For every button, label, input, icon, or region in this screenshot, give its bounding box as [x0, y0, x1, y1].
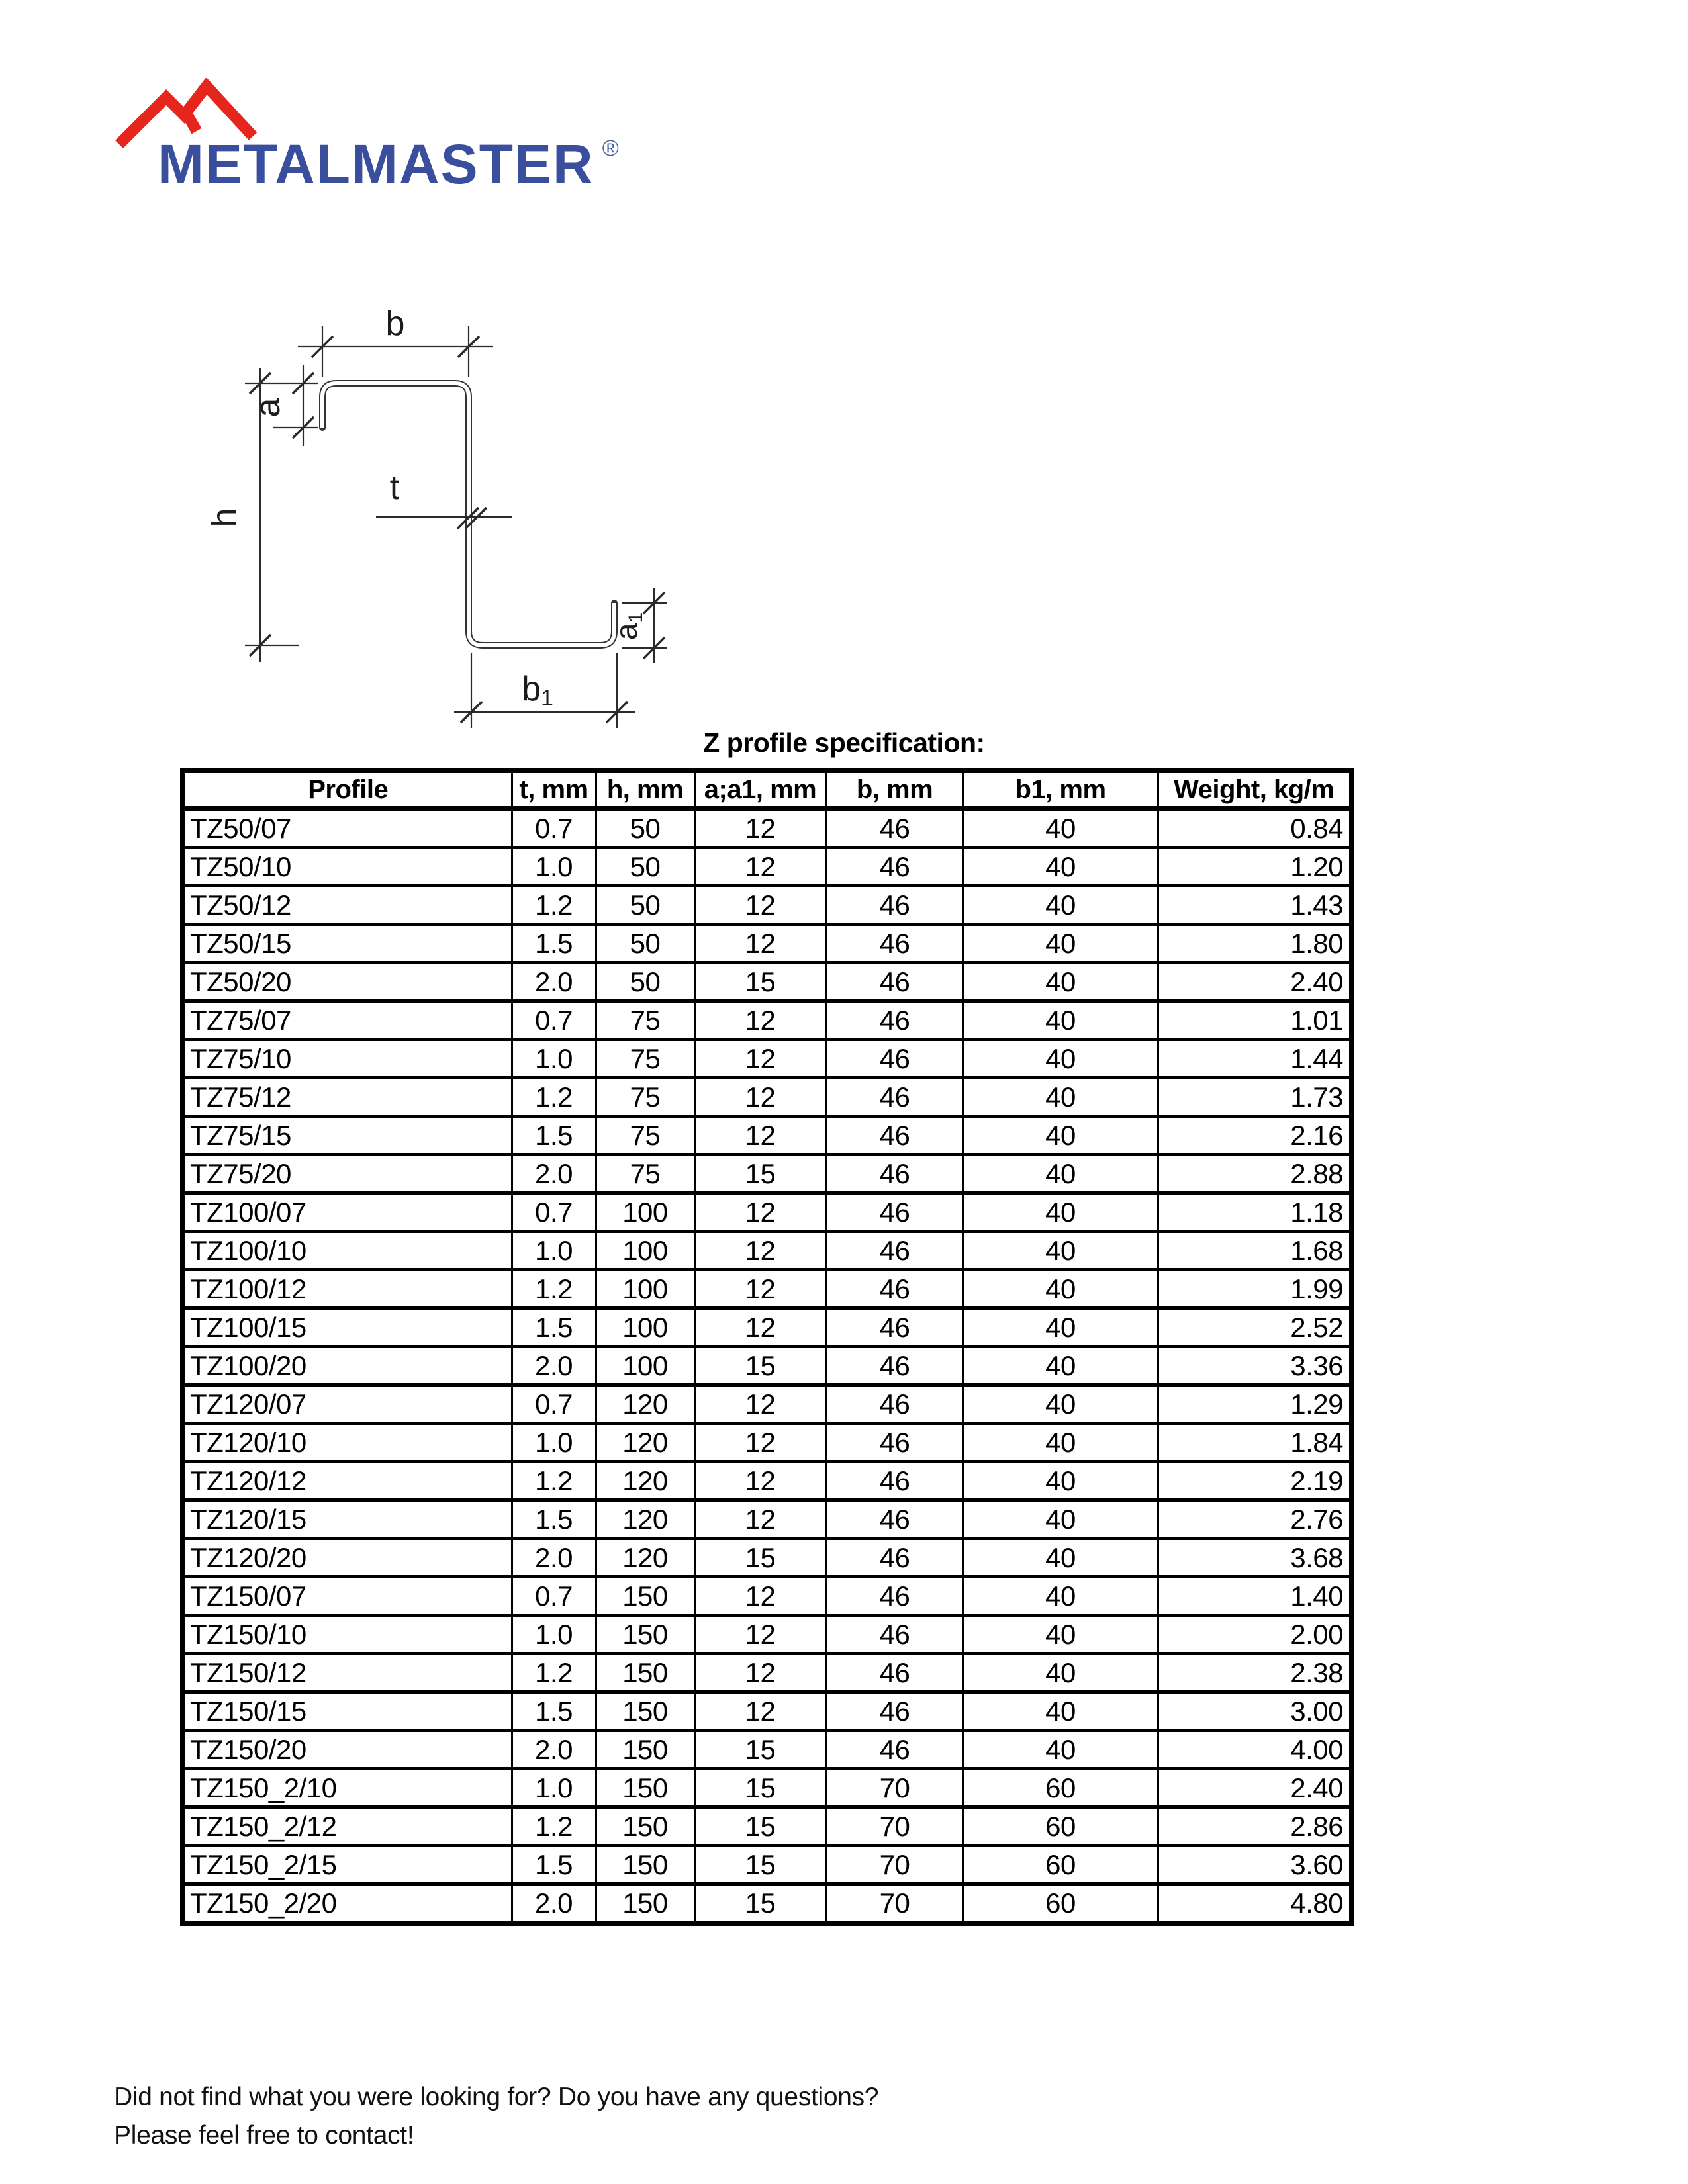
table-cell: 1.73: [1158, 1078, 1352, 1116]
table-cell: 1.43: [1158, 886, 1352, 925]
table-cell: 3.36: [1158, 1347, 1352, 1385]
table-cell: 70: [826, 1884, 963, 1924]
brand-text: METALMASTER: [158, 133, 594, 195]
table-cell: 40: [963, 1385, 1158, 1424]
footer-line-1: Did not find what you were looking for? Do you have any questions?: [114, 2083, 879, 2111]
table-cell: 40: [963, 1347, 1158, 1385]
table-row: [183, 1769, 1352, 1807]
table-cell: 12: [694, 1692, 826, 1731]
table-row: [183, 1539, 1352, 1577]
table-row: [183, 1040, 1352, 1078]
table-row: [183, 1577, 1352, 1615]
table-cell: 100: [596, 1232, 694, 1270]
table-cell: 3.68: [1158, 1539, 1352, 1577]
table-cell: 1.20: [1158, 848, 1352, 886]
table-cell: 60: [963, 1884, 1158, 1924]
table-cell: TZ150/15: [183, 1692, 512, 1731]
table-cell: 46: [826, 848, 963, 886]
table-cell: 46: [826, 1078, 963, 1116]
table-cell: 1.2: [512, 1654, 596, 1692]
table-cell: 46: [826, 1539, 963, 1577]
table-cell: 46: [826, 1692, 963, 1731]
table-cell: 46: [826, 1500, 963, 1539]
table-cell: 150: [596, 1577, 694, 1615]
column-header: b, mm: [826, 770, 963, 809]
table-cell: 12: [694, 1500, 826, 1539]
table-cell: 70: [826, 1769, 963, 1807]
table-cell: 2.0: [512, 1539, 596, 1577]
column-header: a;a1, mm: [694, 770, 826, 809]
table-cell: TZ75/10: [183, 1040, 512, 1078]
table-row: [183, 1731, 1352, 1769]
table-cell: 1.84: [1158, 1424, 1352, 1462]
table-cell: 70: [826, 1807, 963, 1846]
table-cell: 40: [963, 1424, 1158, 1462]
table-cell: 12: [694, 1308, 826, 1347]
table-cell: 150: [596, 1692, 694, 1731]
table-cell: 46: [826, 1308, 963, 1347]
footer: [114, 2078, 878, 2155]
footer-line-2: Please feel free to contact!: [114, 2121, 414, 2150]
table-cell: 50: [596, 848, 694, 886]
table-cell: 2.0: [512, 963, 596, 1001]
table-row: [183, 1846, 1352, 1884]
table-cell: 100: [596, 1308, 694, 1347]
table-cell: 40: [963, 1232, 1158, 1270]
table-cell: TZ150_2/12: [183, 1807, 512, 1846]
table-cell: TZ75/20: [183, 1155, 512, 1193]
table-cell: TZ75/15: [183, 1116, 512, 1155]
table-cell: TZ100/15: [183, 1308, 512, 1347]
table-cell: 46: [826, 1001, 963, 1040]
table-cell: 1.18: [1158, 1193, 1352, 1232]
column-header: h, mm: [596, 770, 694, 809]
table-cell: 40: [963, 1462, 1158, 1500]
table-cell: 12: [694, 1615, 826, 1654]
table-cell: 40: [963, 1270, 1158, 1308]
table-cell: 15: [694, 1347, 826, 1385]
table-cell: 40: [963, 1116, 1158, 1155]
table-cell: 40: [963, 1308, 1158, 1347]
table-cell: TZ50/20: [183, 963, 512, 1001]
table-cell: 4.00: [1158, 1731, 1352, 1769]
table-cell: TZ120/10: [183, 1424, 512, 1462]
dim-label-b1: b1: [522, 670, 553, 711]
table-cell: TZ100/20: [183, 1347, 512, 1385]
table-cell: 40: [963, 963, 1158, 1001]
table-cell: 75: [596, 1155, 694, 1193]
table-cell: 75: [596, 1040, 694, 1078]
table-cell: 2.40: [1158, 1769, 1352, 1807]
table-cell: TZ150/10: [183, 1615, 512, 1654]
table-cell: 50: [596, 809, 694, 848]
table-cell: 0.7: [512, 809, 596, 848]
table-row: [183, 925, 1352, 963]
table-cell: 46: [826, 925, 963, 963]
table-cell: TZ120/20: [183, 1539, 512, 1577]
table-cell: 12: [694, 1654, 826, 1692]
table-title: Z profile specification:: [703, 727, 985, 758]
spec-table-head-row: [183, 770, 1352, 809]
table-row: [183, 1155, 1352, 1193]
table-cell: 12: [694, 925, 826, 963]
table-row: [183, 1385, 1352, 1424]
table-cell: 1.5: [512, 925, 596, 963]
column-header: b1, mm: [963, 770, 1158, 809]
table-cell: TZ50/15: [183, 925, 512, 963]
registered-trademark-icon: ®: [602, 136, 620, 161]
table-cell: 150: [596, 1884, 694, 1924]
table-cell: 46: [826, 1040, 963, 1078]
table-cell: 40: [963, 809, 1158, 848]
table-cell: 2.00: [1158, 1615, 1352, 1654]
table-cell: 40: [963, 848, 1158, 886]
table-cell: 1.0: [512, 848, 596, 886]
table-cell: 15: [694, 1155, 826, 1193]
table-cell: 60: [963, 1846, 1158, 1884]
dim-label-t: t: [389, 469, 400, 507]
table-cell: 15: [694, 1539, 826, 1577]
table-cell: 150: [596, 1615, 694, 1654]
table-cell: 150: [596, 1807, 694, 1846]
table-cell: TZ120/07: [183, 1385, 512, 1424]
spec-table-body: [183, 809, 1352, 1924]
table-cell: 0.84: [1158, 809, 1352, 848]
table-cell: TZ50/07: [183, 809, 512, 848]
table-cell: 46: [826, 1116, 963, 1155]
table-cell: 15: [694, 1769, 826, 1807]
table-cell: 1.5: [512, 1308, 596, 1347]
table-cell: 12: [694, 1270, 826, 1308]
table-cell: 2.88: [1158, 1155, 1352, 1193]
table-cell: 1.2: [512, 1807, 596, 1846]
table-cell: 46: [826, 886, 963, 925]
table-cell: 46: [826, 1731, 963, 1769]
table-cell: 3.00: [1158, 1692, 1352, 1731]
z-profile-diagram: [199, 285, 675, 748]
table-row: [183, 1193, 1352, 1232]
table-row: [183, 1654, 1352, 1692]
table-cell: 2.52: [1158, 1308, 1352, 1347]
table-cell: TZ150/12: [183, 1654, 512, 1692]
table-cell: 46: [826, 1424, 963, 1462]
table-cell: 46: [826, 1462, 963, 1500]
table-row: [183, 1078, 1352, 1116]
table-row: [183, 1692, 1352, 1731]
table-cell: 150: [596, 1654, 694, 1692]
table-cell: 1.5: [512, 1846, 596, 1884]
table-cell: TZ150/20: [183, 1731, 512, 1769]
table-cell: 40: [963, 1193, 1158, 1232]
table-cell: 12: [694, 848, 826, 886]
table-row: [183, 1424, 1352, 1462]
table-cell: 46: [826, 1615, 963, 1654]
table-cell: 40: [963, 1040, 1158, 1078]
table-cell: 40: [963, 886, 1158, 925]
table-cell: 1.99: [1158, 1270, 1352, 1308]
table-cell: 12: [694, 1078, 826, 1116]
table-cell: TZ75/12: [183, 1078, 512, 1116]
table-cell: 75: [596, 1116, 694, 1155]
table-cell: 2.16: [1158, 1116, 1352, 1155]
table-cell: 1.0: [512, 1769, 596, 1807]
table-cell: 2.0: [512, 1155, 596, 1193]
table-cell: 120: [596, 1500, 694, 1539]
table-cell: 2.38: [1158, 1654, 1352, 1692]
table-row: [183, 1270, 1352, 1308]
table-cell: 15: [694, 1807, 826, 1846]
column-header: Weight, kg/m: [1158, 770, 1352, 809]
table-row: [183, 1232, 1352, 1270]
table-cell: 2.86: [1158, 1807, 1352, 1846]
table-cell: 60: [963, 1807, 1158, 1846]
table-cell: TZ100/10: [183, 1232, 512, 1270]
table-cell: 15: [694, 1731, 826, 1769]
table-cell: 2.0: [512, 1347, 596, 1385]
table-cell: TZ50/12: [183, 886, 512, 925]
table-cell: 46: [826, 1385, 963, 1424]
table-cell: 1.5: [512, 1500, 596, 1539]
table-cell: 75: [596, 1001, 694, 1040]
table-cell: 1.44: [1158, 1040, 1352, 1078]
table-cell: 46: [826, 963, 963, 1001]
table-cell: 1.80: [1158, 925, 1352, 963]
table-row: [183, 1500, 1352, 1539]
table-cell: 12: [694, 886, 826, 925]
table-cell: 2.76: [1158, 1500, 1352, 1539]
brand-name: [158, 133, 620, 195]
table-row: [183, 1884, 1352, 1924]
table-cell: TZ75/07: [183, 1001, 512, 1040]
table-cell: 1.2: [512, 1078, 596, 1116]
table-cell: 12: [694, 1232, 826, 1270]
table-cell: 40: [963, 1615, 1158, 1654]
table-cell: 0.7: [512, 1385, 596, 1424]
table-cell: 46: [826, 1347, 963, 1385]
table-cell: 100: [596, 1347, 694, 1385]
table-cell: 40: [963, 1692, 1158, 1731]
dim-label-a1: a1: [609, 612, 647, 641]
table-cell: 150: [596, 1731, 694, 1769]
table-row: [183, 848, 1352, 886]
dimension-t: [376, 508, 512, 529]
table-cell: 12: [694, 1040, 826, 1078]
table-row: [183, 1001, 1352, 1040]
table-cell: 40: [963, 1577, 1158, 1615]
table-row: [183, 1347, 1352, 1385]
table-cell: 3.60: [1158, 1846, 1352, 1884]
table-cell: 1.5: [512, 1692, 596, 1731]
table-cell: 70: [826, 1846, 963, 1884]
spec-table-head: [183, 770, 1352, 809]
table-cell: 1.2: [512, 1270, 596, 1308]
profile-outline: [322, 383, 614, 645]
column-header: t, mm: [512, 770, 596, 809]
table-cell: 2.19: [1158, 1462, 1352, 1500]
table-row: [183, 1807, 1352, 1846]
table-cell: 15: [694, 1884, 826, 1924]
dim-label-b: b: [385, 304, 405, 343]
table-cell: 15: [694, 963, 826, 1001]
table-row: [183, 1116, 1352, 1155]
table-cell: 50: [596, 925, 694, 963]
table-cell: 12: [694, 809, 826, 848]
table-cell: 40: [963, 1155, 1158, 1193]
column-header: Profile: [183, 770, 512, 809]
table-cell: 46: [826, 1232, 963, 1270]
table-cell: 40: [963, 1654, 1158, 1692]
table-cell: TZ120/12: [183, 1462, 512, 1500]
table-cell: 0.7: [512, 1001, 596, 1040]
table-cell: 12: [694, 1577, 826, 1615]
table-cell: TZ100/07: [183, 1193, 512, 1232]
table-cell: 15: [694, 1846, 826, 1884]
table-cell: 1.0: [512, 1424, 596, 1462]
table-cell: 12: [694, 1116, 826, 1155]
table-cell: 46: [826, 1270, 963, 1308]
table-cell: 1.29: [1158, 1385, 1352, 1424]
table-row: [183, 1615, 1352, 1654]
table-row: [183, 1308, 1352, 1347]
table-cell: 120: [596, 1462, 694, 1500]
table-row: [183, 1462, 1352, 1500]
table-cell: 46: [826, 1654, 963, 1692]
table-cell: 150: [596, 1846, 694, 1884]
table-cell: 12: [694, 1424, 826, 1462]
table-row: [183, 963, 1352, 1001]
table-cell: 150: [596, 1769, 694, 1807]
table-cell: 40: [963, 925, 1158, 963]
table-cell: 50: [596, 963, 694, 1001]
table-cell: 120: [596, 1385, 694, 1424]
table-cell: 40: [963, 1078, 1158, 1116]
table-cell: TZ150_2/15: [183, 1846, 512, 1884]
table-cell: 75: [596, 1078, 694, 1116]
table-cell: 46: [826, 1577, 963, 1615]
table-cell: 120: [596, 1539, 694, 1577]
table-cell: TZ150_2/20: [183, 1884, 512, 1924]
table-cell: 1.5: [512, 1116, 596, 1155]
table-cell: 1.2: [512, 1462, 596, 1500]
dim-label-h: h: [205, 508, 244, 527]
table-cell: TZ120/15: [183, 1500, 512, 1539]
table-cell: 1.2: [512, 886, 596, 925]
table-cell: 40: [963, 1001, 1158, 1040]
table-cell: 40: [963, 1539, 1158, 1577]
table-cell: TZ50/10: [183, 848, 512, 886]
table-cell: 2.0: [512, 1731, 596, 1769]
table-cell: 1.01: [1158, 1001, 1352, 1040]
table-cell: 40: [963, 1500, 1158, 1539]
table-cell: 12: [694, 1193, 826, 1232]
table-cell: 50: [596, 886, 694, 925]
table-cell: TZ100/12: [183, 1270, 512, 1308]
table-cell: 120: [596, 1424, 694, 1462]
table-cell: 46: [826, 1155, 963, 1193]
table-cell: 12: [694, 1462, 826, 1500]
table-cell: 60: [963, 1769, 1158, 1807]
table-cell: 100: [596, 1270, 694, 1308]
table-cell: 12: [694, 1001, 826, 1040]
table-cell: 4.80: [1158, 1884, 1352, 1924]
table-cell: 40: [963, 1731, 1158, 1769]
table-cell: 2.0: [512, 1884, 596, 1924]
table-row: [183, 886, 1352, 925]
table-cell: 1.0: [512, 1040, 596, 1078]
table-row: [183, 809, 1352, 848]
table-cell: 100: [596, 1193, 694, 1232]
table-cell: 1.40: [1158, 1577, 1352, 1615]
table-cell: TZ150_2/10: [183, 1769, 512, 1807]
table-cell: 46: [826, 809, 963, 848]
dim-label-a: a: [249, 398, 287, 418]
table-cell: 0.7: [512, 1193, 596, 1232]
spec-table: [180, 768, 1354, 1926]
table-cell: 12: [694, 1385, 826, 1424]
table-cell: 1.0: [512, 1615, 596, 1654]
table-cell: TZ150/07: [183, 1577, 512, 1615]
table-cell: 1.0: [512, 1232, 596, 1270]
table-cell: 2.40: [1158, 963, 1352, 1001]
table-cell: 0.7: [512, 1577, 596, 1615]
table-cell: 46: [826, 1193, 963, 1232]
table-cell: 1.68: [1158, 1232, 1352, 1270]
